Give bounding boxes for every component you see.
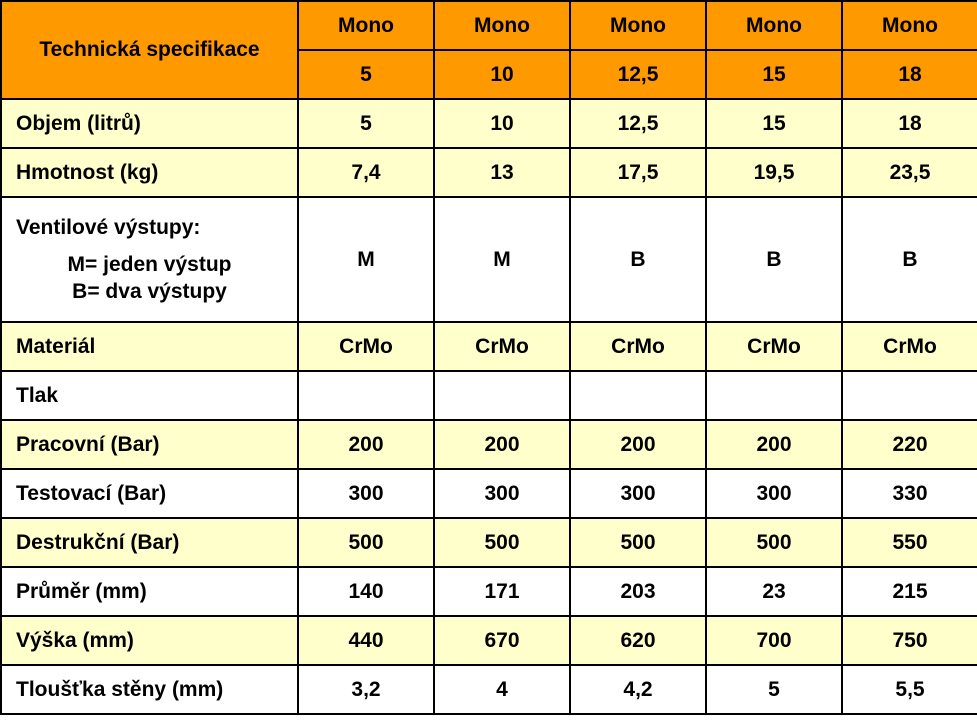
table-cell: 500 (434, 518, 570, 567)
model-size: 10 (434, 50, 570, 99)
model-size: 15 (706, 50, 842, 99)
table-cell: 330 (842, 469, 977, 518)
table-cell: 500 (570, 518, 706, 567)
table-cell: 171 (434, 567, 570, 616)
table-cell: M (298, 197, 434, 322)
table-cell: 500 (298, 518, 434, 567)
table-cell: 4 (434, 665, 570, 714)
table-cell: CrMo (434, 322, 570, 371)
table-cell: B (706, 197, 842, 322)
table-row-working-pressure (1, 420, 977, 469)
table-cell: B (842, 197, 977, 322)
table-cell: 300 (298, 469, 434, 518)
table-cell (298, 371, 434, 420)
model-name: Mono (706, 1, 842, 50)
table-row-volume (1, 99, 977, 148)
table-cell: 215 (842, 567, 977, 616)
table-cell: 500 (706, 518, 842, 567)
table-row-test-pressure (1, 469, 977, 518)
table-cell: 200 (298, 420, 434, 469)
model-name: Mono (298, 1, 434, 50)
table-cell: 440 (298, 616, 434, 665)
table-cell: 12,5 (570, 99, 706, 148)
table-row-pressure (1, 371, 977, 420)
table-cell: CrMo (570, 322, 706, 371)
table-cell: 300 (434, 469, 570, 518)
model-size: 5 (298, 50, 434, 99)
table-row-wall-thickness (1, 665, 977, 714)
row-label-line: M= jeden výstup (67, 253, 232, 276)
model-size: 12,5 (570, 50, 706, 99)
table-cell: 220 (842, 420, 977, 469)
table-cell: 10 (434, 99, 570, 148)
table-row-diameter (1, 567, 977, 616)
table-cell: 23,5 (842, 148, 977, 197)
table-row-valve-outputs (1, 197, 977, 322)
row-label: Tloušťka stěny (mm) (1, 665, 298, 714)
row-label: Průměr (mm) (1, 567, 298, 616)
table-cell: B (570, 197, 706, 322)
table-cell: 300 (706, 469, 842, 518)
row-label: Hmotnost (kg) (1, 148, 298, 197)
table-cell: CrMo (842, 322, 977, 371)
table-cell: 550 (842, 518, 977, 567)
table-cell: 5 (298, 99, 434, 148)
table-cell: 18 (842, 99, 977, 148)
model-size: 18 (842, 50, 977, 99)
table-cell: 3,2 (298, 665, 434, 714)
table-row-material (1, 322, 977, 371)
row-label: Testovací (Bar) (1, 469, 298, 518)
model-name: Mono (570, 1, 706, 50)
table-title: Technická specifikace (1, 1, 298, 99)
table-cell: 620 (570, 616, 706, 665)
table-cell: 750 (842, 616, 977, 665)
row-label: Výška (mm) (1, 616, 298, 665)
table-cell: M (434, 197, 570, 322)
table-cell: 4,2 (570, 665, 706, 714)
row-label: Objem (litrů) (1, 99, 298, 148)
table-row-burst-pressure (1, 518, 977, 567)
table-cell: 17,5 (570, 148, 706, 197)
table-cell: CrMo (706, 322, 842, 371)
table-cell: 200 (434, 420, 570, 469)
table-cell: 203 (570, 567, 706, 616)
model-name: Mono (434, 1, 570, 50)
table-cell: 300 (570, 469, 706, 518)
table-cell: 7,4 (298, 148, 434, 197)
table-cell: 670 (434, 616, 570, 665)
table-cell: 200 (570, 420, 706, 469)
table-cell (434, 371, 570, 420)
table-row-height (1, 616, 977, 665)
table-row-weight (1, 148, 977, 197)
table-cell: 5,5 (842, 665, 977, 714)
row-label-line: Ventilové výstupy: (16, 216, 201, 239)
table-cell: 5 (706, 665, 842, 714)
table-cell: 19,5 (706, 148, 842, 197)
row-label: Materiál (1, 322, 298, 371)
row-label (1, 197, 298, 322)
header-row-models (1, 1, 977, 50)
model-name: Mono (842, 1, 977, 50)
table-cell: 15 (706, 99, 842, 148)
row-label: Destrukční (Bar) (1, 518, 298, 567)
table-cell (570, 371, 706, 420)
row-label: Pracovní (Bar) (1, 420, 298, 469)
table-cell: 700 (706, 616, 842, 665)
row-label-line: B= dva výstupy (72, 280, 227, 303)
table-cell: 140 (298, 567, 434, 616)
table-cell: 200 (706, 420, 842, 469)
table-cell: 23 (706, 567, 842, 616)
table-cell (706, 371, 842, 420)
table-cell (842, 371, 977, 420)
row-label: Tlak (1, 371, 298, 420)
table-cell: 13 (434, 148, 570, 197)
table-cell: CrMo (298, 322, 434, 371)
